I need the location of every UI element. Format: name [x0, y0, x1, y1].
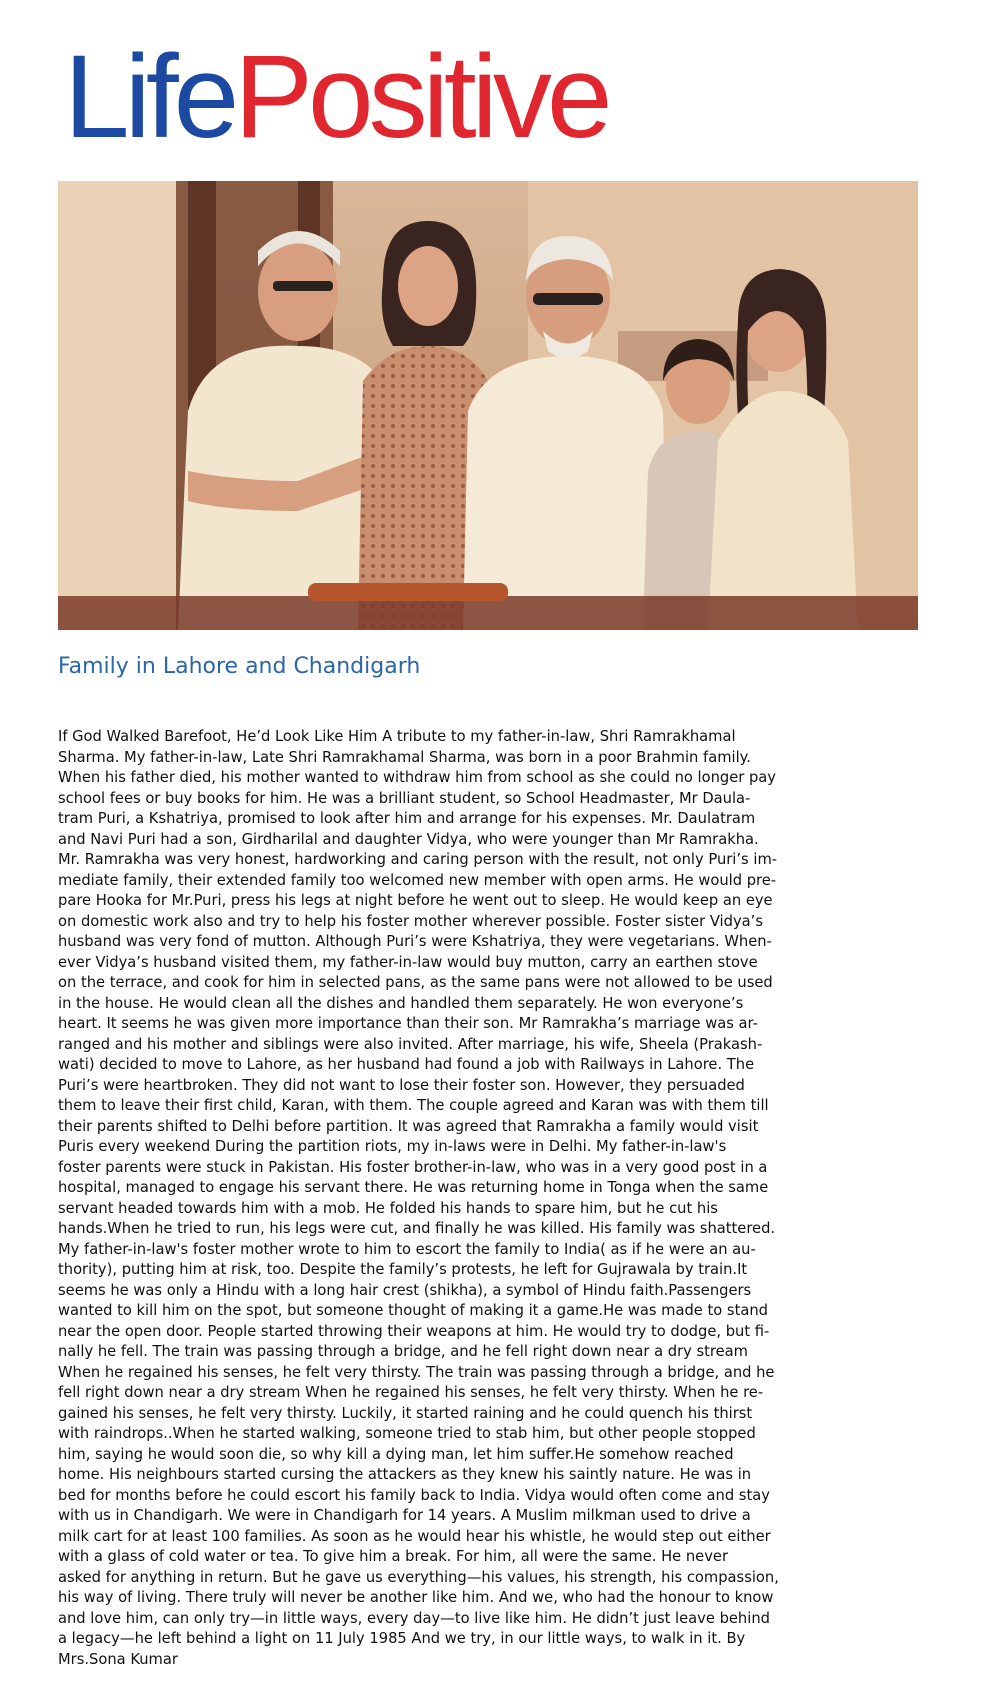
article-line: him, saying he would soon die, so why kill a dying man, let him suffer.He somehow reached — [58, 1445, 734, 1463]
article-line: Mrs.Sona Kumar — [58, 1650, 178, 1668]
article-line: wanted to kill him on the spot, but someone thought of making it a game.He was made to stand — [58, 1302, 768, 1319]
article-line: near the open door. People started throwing their weapons at him. He would try to dodge, but fi- — [58, 1322, 770, 1340]
article-line: asked for anything in return. But he gave us everything—his values, his strength, his compassion, — [58, 1568, 779, 1586]
article-body — [58, 727, 942, 1670]
article-line: tram Puri, a Kshatriya, promised to look after him and arrange for his expenses. Mr. Daulatram — [58, 810, 756, 827]
article-line: foster parents were stuck in Pakistan. His foster brother-in-law, who was in a very good post in a — [58, 1158, 768, 1176]
family-photo — [58, 181, 918, 630]
article-line: their parents shifted to Delhi before partition. It was agreed that Ramrakha a family would visit — [58, 1117, 759, 1135]
life-positive-logo[interactable] — [64, 31, 608, 163]
article-line: a legacy—he left behind a light on 11 July 1985 And we try, in our little ways, to walk in it. By — [58, 1630, 746, 1647]
article-line: with us in Chandigarh. We were in Chandigarh for 14 years. A Muslim milkman used to drive a — [58, 1507, 751, 1524]
logo-part-life: Life — [64, 31, 235, 163]
article-line: When his father died, his mother wanted to withdraw him from school as she could no longer pay — [58, 769, 777, 786]
article-line: with a glass of cold water or tea. To give him a break. For him, all were the same. He never — [58, 1548, 728, 1565]
article-line: on domestic work also and try to help his foster mother wherever possible. Foster sister Vidya’s — [58, 912, 763, 930]
article-line: in the house. He would clean all the dishes and handled them separately. He won everyone’s — [58, 994, 744, 1012]
article-line: and Navi Puri had a son, Girdharilal and daughter Vidya, who were younger than Mr Ramrakha. — [58, 830, 759, 848]
article-line: When he regained his senses, he felt very thirsty. The train was passing through a bridge, and he — [58, 1363, 775, 1381]
article-line: his way of living. There truly will never be another like him. And we, who had the honour to know — [58, 1589, 774, 1606]
article-line: hospital, managed to engage his servant there. He was returning home in Tonga when the same — [58, 1179, 769, 1196]
article-line: wati) decided to move to Lahore, as her husband had found a job with Railways in Lahore. The — [58, 1056, 755, 1073]
article-line: Mr. Ramrakha was very honest, hardworking and caring person with the result, not only Puri’s im- — [58, 851, 778, 868]
article-line: seems he was only a Hindu with a long hair crest (shikha), a symbol of Hindu faith.Passengers — [58, 1281, 752, 1299]
article-line: ranged and his mother and siblings were also invited. After marriage, his wife, Sheela (Prakash- — [58, 1035, 763, 1053]
family-photo-illustration — [58, 181, 918, 630]
article-line: bed for months before he could escort his family back to India. Vidya would often come and stay — [58, 1486, 770, 1504]
logo-part-positive: Positive — [234, 31, 608, 163]
article-line: home. His neighbours started cursing the attackers as they knew his saintly nature. He was in — [58, 1466, 752, 1483]
article-line: fell right down near a dry stream When he regained his senses, he felt very thirsty. When he re- — [58, 1384, 764, 1401]
article-line: Puri’s were heartbroken. They did not want to lose their foster son. However, they persuaded — [58, 1076, 745, 1094]
article-line: My father-in-law's foster mother wrote to him to escort the family to India( as if he were an au- — [58, 1240, 756, 1258]
article-line: thority), putting him at risk, too. Despite the family’s protests, he left for Gujrawala by train.It — [58, 1261, 748, 1278]
article-line: and love him, can only try—in little ways, every day—to live like him. He didn’t just leave behind — [58, 1609, 770, 1627]
article-line: on the terrace, and cook for him in selected pans, as the same pans were not allowed to be used — [58, 974, 773, 991]
article-line: gained his senses, he felt very thirsty. Luckily, it started raining and he could quench his thirst — [58, 1404, 753, 1422]
article-line: nally he fell. The train was passing through a bridge, and he fell right down near a dry stream — [58, 1343, 748, 1360]
article-line: ever Vidya’s husband visited them, my father-in-law would buy mutton, carry an earthen stove — [58, 953, 758, 971]
article-line: with raindrops..When he started walking, someone tried to stab him, but other people stopped — [58, 1425, 756, 1442]
article-line: Sharma. My father-in-law, Late Shri Ramrakhamal Sharma, was born in a poor Brahmin family. — [58, 748, 751, 766]
article-line: milk cart for at least 100 families. As soon as he would hear his whistle, he would step out either — [58, 1527, 771, 1545]
article-line: hands.When he tried to run, his legs were cut, and finally he was killed. His family was shattered. — [58, 1220, 776, 1237]
photo-caption: Family in Lahore and Chandigarh — [58, 654, 421, 679]
article-line: servant headed towards him with a mob. He folded his hands to spare him, but he cut his — [58, 1199, 718, 1217]
article-line: pare Hooka for Mr.Puri, press his legs at night before he went out to sleep. He would keep an eye — [58, 892, 773, 909]
article-line: mediate family, their extended family too welcomed new member with open arms. He would pre- — [58, 871, 777, 889]
article-line: them to leave their first child, Karan, with them. The couple agreed and Karan was with them till — [58, 1097, 769, 1114]
article-line: If God Walked Barefoot, He’d Look Like Him A tribute to my father-in-law, Shri Ramrakhamal — [58, 728, 736, 745]
article-line: husband was very fond of mutton. Although Puri’s were Kshatriya, they were vegetarians. When- — [58, 933, 772, 950]
article-line: school fees or buy books for him. He was a brilliant student, so School Headmaster, Mr Daula- — [58, 789, 751, 807]
article-line: Puris every weekend During the partition riots, my in-laws were in Delhi. My father-in-law's — [58, 1138, 727, 1155]
article-line: heart. It seems he was given more importance than their son. Mr Ramrakha’s marriage was ar- — [58, 1015, 758, 1032]
